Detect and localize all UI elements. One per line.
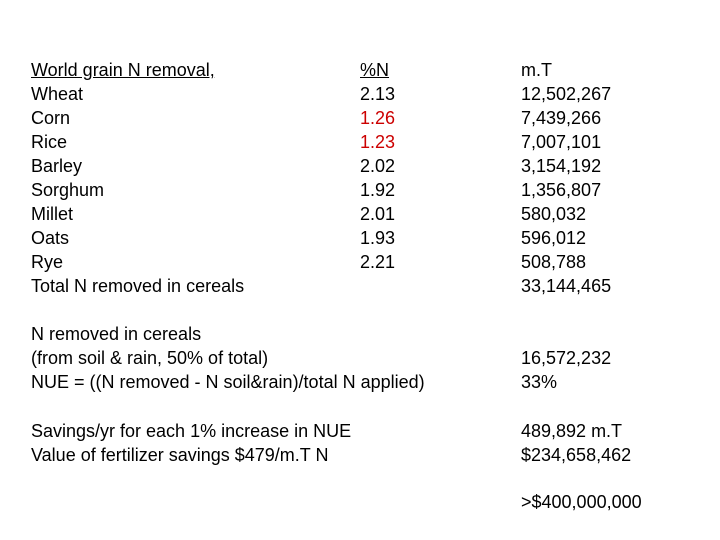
row-rye-label: Rye xyxy=(31,252,64,272)
row-oats-label: Oats xyxy=(31,228,70,248)
row-rice-label: Rice xyxy=(31,132,68,152)
savings-value: 489,892 m.T xyxy=(521,421,623,441)
row-barley-pct: 2.02 xyxy=(360,156,396,176)
row-rice-pct: 1.23 xyxy=(360,132,396,152)
final-total: >$400,000,000 xyxy=(521,492,642,512)
nue-label: NUE = ((N removed - N soil&rain)/total N applied) xyxy=(31,372,425,392)
total-amount: 33,144,465 xyxy=(521,276,612,296)
row-sorghum-pct: 1.92 xyxy=(360,180,396,200)
row-millet-amount: 580,032 xyxy=(521,204,587,224)
row-corn-pct: 1.26 xyxy=(360,108,396,128)
soil-rain-line1: N removed in cereals xyxy=(31,324,202,344)
soil-rain-line2: (from soil & rain, 50% of total) xyxy=(31,348,269,368)
header-pct: %N xyxy=(360,60,390,80)
header-amount: m.T xyxy=(521,60,552,80)
row-millet-label: Millet xyxy=(31,204,74,224)
row-wheat-pct: 2.13 xyxy=(360,84,396,104)
row-millet-pct: 2.01 xyxy=(360,204,396,224)
row-sorghum-amount: 1,356,807 xyxy=(521,180,602,200)
row-rye-amount: 508,788 xyxy=(521,252,587,272)
nue-value: 33% xyxy=(521,372,558,392)
row-wheat-amount: 12,502,267 xyxy=(521,84,612,104)
row-oats-amount: 596,012 xyxy=(521,228,587,248)
row-corn-amount: 7,439,266 xyxy=(521,108,602,128)
fertilizer-value-label: Value of fertilizer savings $479/m.T N xyxy=(31,445,329,465)
row-barley-amount: 3,154,192 xyxy=(521,156,602,176)
total-label: Total N removed in cereals xyxy=(31,276,245,296)
header-label: World grain N removal, xyxy=(31,60,215,80)
soil-rain-amount: 16,572,232 xyxy=(521,348,612,368)
row-rye-pct: 2.21 xyxy=(360,252,396,272)
row-barley-label: Barley xyxy=(31,156,83,176)
savings-label: Savings/yr for each 1% increase in NUE xyxy=(31,421,352,441)
row-rice-amount: 7,007,101 xyxy=(521,132,602,152)
row-wheat-label: Wheat xyxy=(31,84,84,104)
fertilizer-value-amount: $234,658,462 xyxy=(521,445,632,465)
row-oats-pct: 1.93 xyxy=(360,228,396,248)
row-corn-label: Corn xyxy=(31,108,71,128)
row-sorghum-label: Sorghum xyxy=(31,180,105,200)
